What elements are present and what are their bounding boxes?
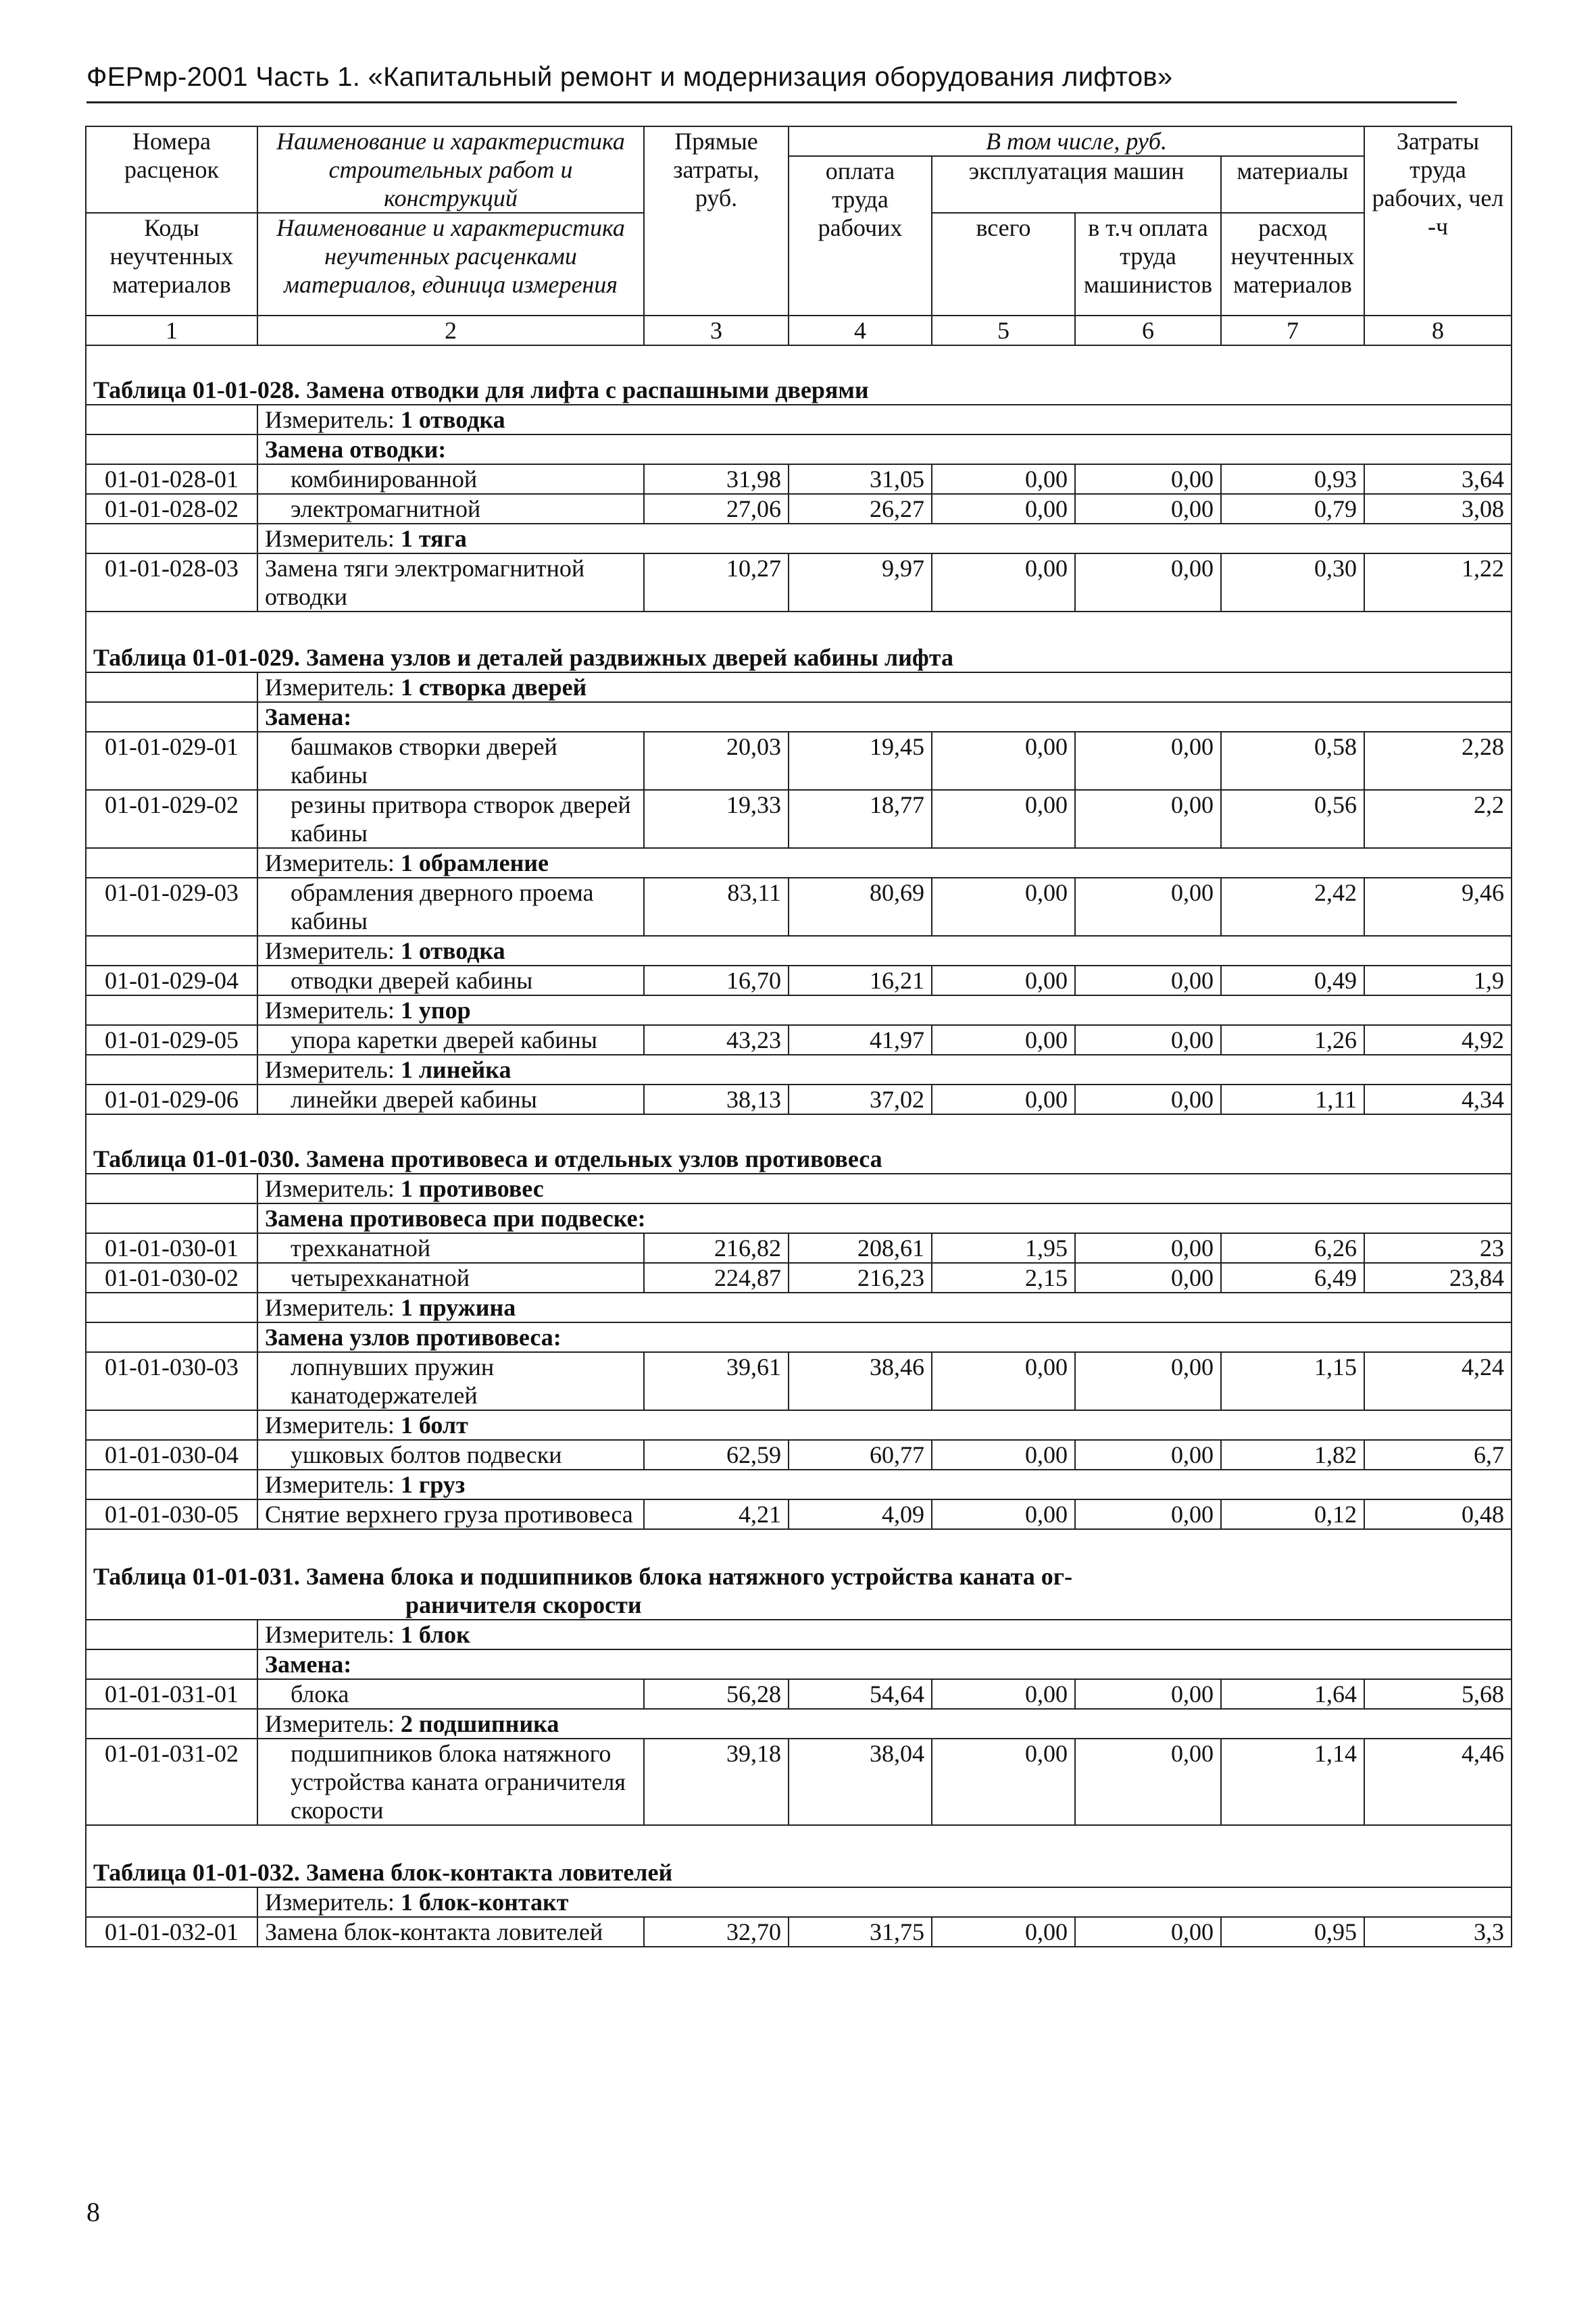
measure-row: Измеритель: 1 блок-контакт bbox=[257, 1887, 1512, 1917]
col-number: 7 bbox=[1221, 316, 1364, 345]
col-header-v-tom-chisle: В том числе, руб. bbox=[789, 126, 1364, 156]
col-number: 3 bbox=[644, 316, 789, 345]
col-header-ekspl: эксплуатация машин bbox=[932, 156, 1221, 213]
col-number: 8 bbox=[1364, 316, 1512, 345]
col-header-pryamye: Прямые затраты, руб. bbox=[644, 126, 789, 316]
measure-row: Измеритель: 1 отводка bbox=[257, 936, 1512, 966]
measure-row: Измеритель: 1 обрамление bbox=[257, 848, 1512, 878]
table-row: 01-01-030-02 четырехканатной 224,87 216,23 2,15 0,00 6,49 23,84 bbox=[86, 1263, 1512, 1293]
rates-table bbox=[85, 126, 1512, 1947]
table-row: 01-01-030-03 лопнувших пружин канатодержателей 39,61 38,46 0,00 0,00 1,15 4,24 bbox=[86, 1352, 1512, 1410]
page-number: 8 bbox=[86, 2197, 100, 2227]
measure-row: Измеритель: 1 блок bbox=[257, 1620, 1512, 1649]
measure-row: Измеритель: 1 груз bbox=[257, 1470, 1512, 1499]
table-row: 01-01-029-02 резины притвора створок дверей кабины 19,33 18,77 0,00 0,00 0,56 2,2 bbox=[86, 790, 1512, 848]
table-row: 01-01-030-04 ушковых болтов подвески 62,59 60,77 0,00 0,00 1,82 6,7 bbox=[86, 1440, 1512, 1470]
col-header-rashod: расход неучтенных материалов bbox=[1221, 213, 1364, 316]
measure-row: Измеритель: 1 противовес bbox=[257, 1174, 1512, 1203]
col-number: 5 bbox=[932, 316, 1075, 345]
table-row: 01-01-029-03 обрамления дверного проема кабины 83,11 80,69 0,00 0,00 2,42 9,46 bbox=[86, 878, 1512, 936]
table-row: 01-01-028-02 электромагнитной 27,06 26,27 0,00 0,00 0,79 3,08 bbox=[86, 494, 1512, 524]
col-header-nomera: Номера расценок bbox=[86, 126, 257, 213]
table-row: 01-01-029-06 линейки дверей кабины 38,13 37,02 0,00 0,00 1,11 4,34 bbox=[86, 1085, 1512, 1114]
group-label: Замена узлов противовеса: bbox=[257, 1322, 1512, 1352]
col-header-materialy: материалы bbox=[1221, 156, 1364, 213]
measure-row: Измеритель: 2 подшипника bbox=[257, 1709, 1512, 1739]
header-rule bbox=[86, 101, 1457, 103]
table-row: 01-01-029-04 отводки дверей кабины 16,70 16,21 0,00 0,00 0,49 1,9 bbox=[86, 966, 1512, 995]
table-row: 01-01-028-01 комбинированной 31,98 31,05 0,00 0,00 0,93 3,64 bbox=[86, 464, 1512, 494]
group-label: Замена: bbox=[257, 702, 1512, 732]
col-number: 4 bbox=[789, 316, 932, 345]
table-row: 01-01-028-03 Замена тяги электромагнитной отводки 10,27 9,97 0,00 0,00 0,30 1,22 bbox=[86, 553, 1512, 612]
col-header-kody: Коды неучтенных материалов bbox=[86, 213, 257, 316]
table-row: 01-01-032-01 Замена блок-контакта ловителей 32,70 31,75 0,00 0,00 0,95 3,3 bbox=[86, 1917, 1512, 1947]
table-row: 01-01-029-01 башмаков створки дверей кабины 20,03 19,45 0,00 0,00 0,58 2,28 bbox=[86, 732, 1512, 790]
measure-row: Измеритель: 1 створка дверей bbox=[257, 672, 1512, 702]
col-header-naim-bottom: Наименование и характеристика неучтенных расценками материалов, единица измерения bbox=[257, 213, 644, 316]
measure-row: Измеритель: 1 упор bbox=[257, 995, 1512, 1025]
col-header-naim-top: Наименование и характеристика строительных работ и конструкций bbox=[257, 126, 644, 213]
measure-row: Измеритель: 1 пружина bbox=[257, 1293, 1512, 1322]
table-title: Таблица 01-01-031. Замена блока и подшипников блока натяжного устройства каната ог- раничителя скорости bbox=[86, 1529, 1512, 1620]
table-title: Таблица 01-01-030. Замена противовеса и отдельных узлов противовеса bbox=[86, 1114, 1512, 1174]
table-row: 01-01-030-05 Снятие верхнего груза противовеса 4,21 4,09 0,00 0,00 0,12 0,48 bbox=[86, 1499, 1512, 1529]
measure-row: Измеритель: 1 отводка bbox=[257, 405, 1512, 434]
col-number: 2 bbox=[257, 316, 644, 345]
measure-row: Измеритель: 1 линейка bbox=[257, 1055, 1512, 1085]
table-title: Таблица 01-01-029. Замена узлов и деталей раздвижных дверей кабины лифта bbox=[86, 612, 1512, 672]
col-number: 6 bbox=[1075, 316, 1221, 345]
group-label: Замена противовеса при подвеске: bbox=[257, 1203, 1512, 1233]
table-row: 01-01-030-01 трехканатной 216,82 208,61 1,95 0,00 6,26 23 bbox=[86, 1233, 1512, 1263]
table-row: 01-01-029-05 упора каретки дверей кабины 43,23 41,97 0,00 0,00 1,26 4,92 bbox=[86, 1025, 1512, 1055]
page-header: ФЕРмр-2001 Часть 1. «Капитальный ремонт и модернизация оборудования лифтов» bbox=[86, 62, 1173, 92]
table-row: 01-01-031-01 блока 56,28 54,64 0,00 0,00 1,64 5,68 bbox=[86, 1679, 1512, 1709]
col-header-vsego: всего bbox=[932, 213, 1075, 316]
measure-row: Измеритель: 1 тяга bbox=[257, 524, 1512, 553]
table-row: 01-01-031-02 подшипников блока натяжного устройства каната ограничителя скорости 39,18 38,04 0,00 0,00 1,14 4,46 bbox=[86, 1739, 1512, 1825]
measure-row: Измеритель: 1 болт bbox=[257, 1410, 1512, 1440]
col-header-zatraty: Затраты труда рабочих, чел -ч bbox=[1364, 126, 1512, 316]
group-label: Замена: bbox=[257, 1649, 1512, 1679]
table-title: Таблица 01-01-028. Замена отводки для лифта с распашными дверями bbox=[86, 345, 1512, 405]
col-number: 1 bbox=[86, 316, 257, 345]
group-label: Замена отводки: bbox=[257, 434, 1512, 464]
col-header-vt-oplata: в т.ч оплата труда машинистов bbox=[1075, 213, 1221, 316]
col-header-oplata: оплата труда рабочих bbox=[789, 156, 932, 316]
table-title: Таблица 01-01-032. Замена блок-контакта ловителей bbox=[86, 1825, 1512, 1887]
